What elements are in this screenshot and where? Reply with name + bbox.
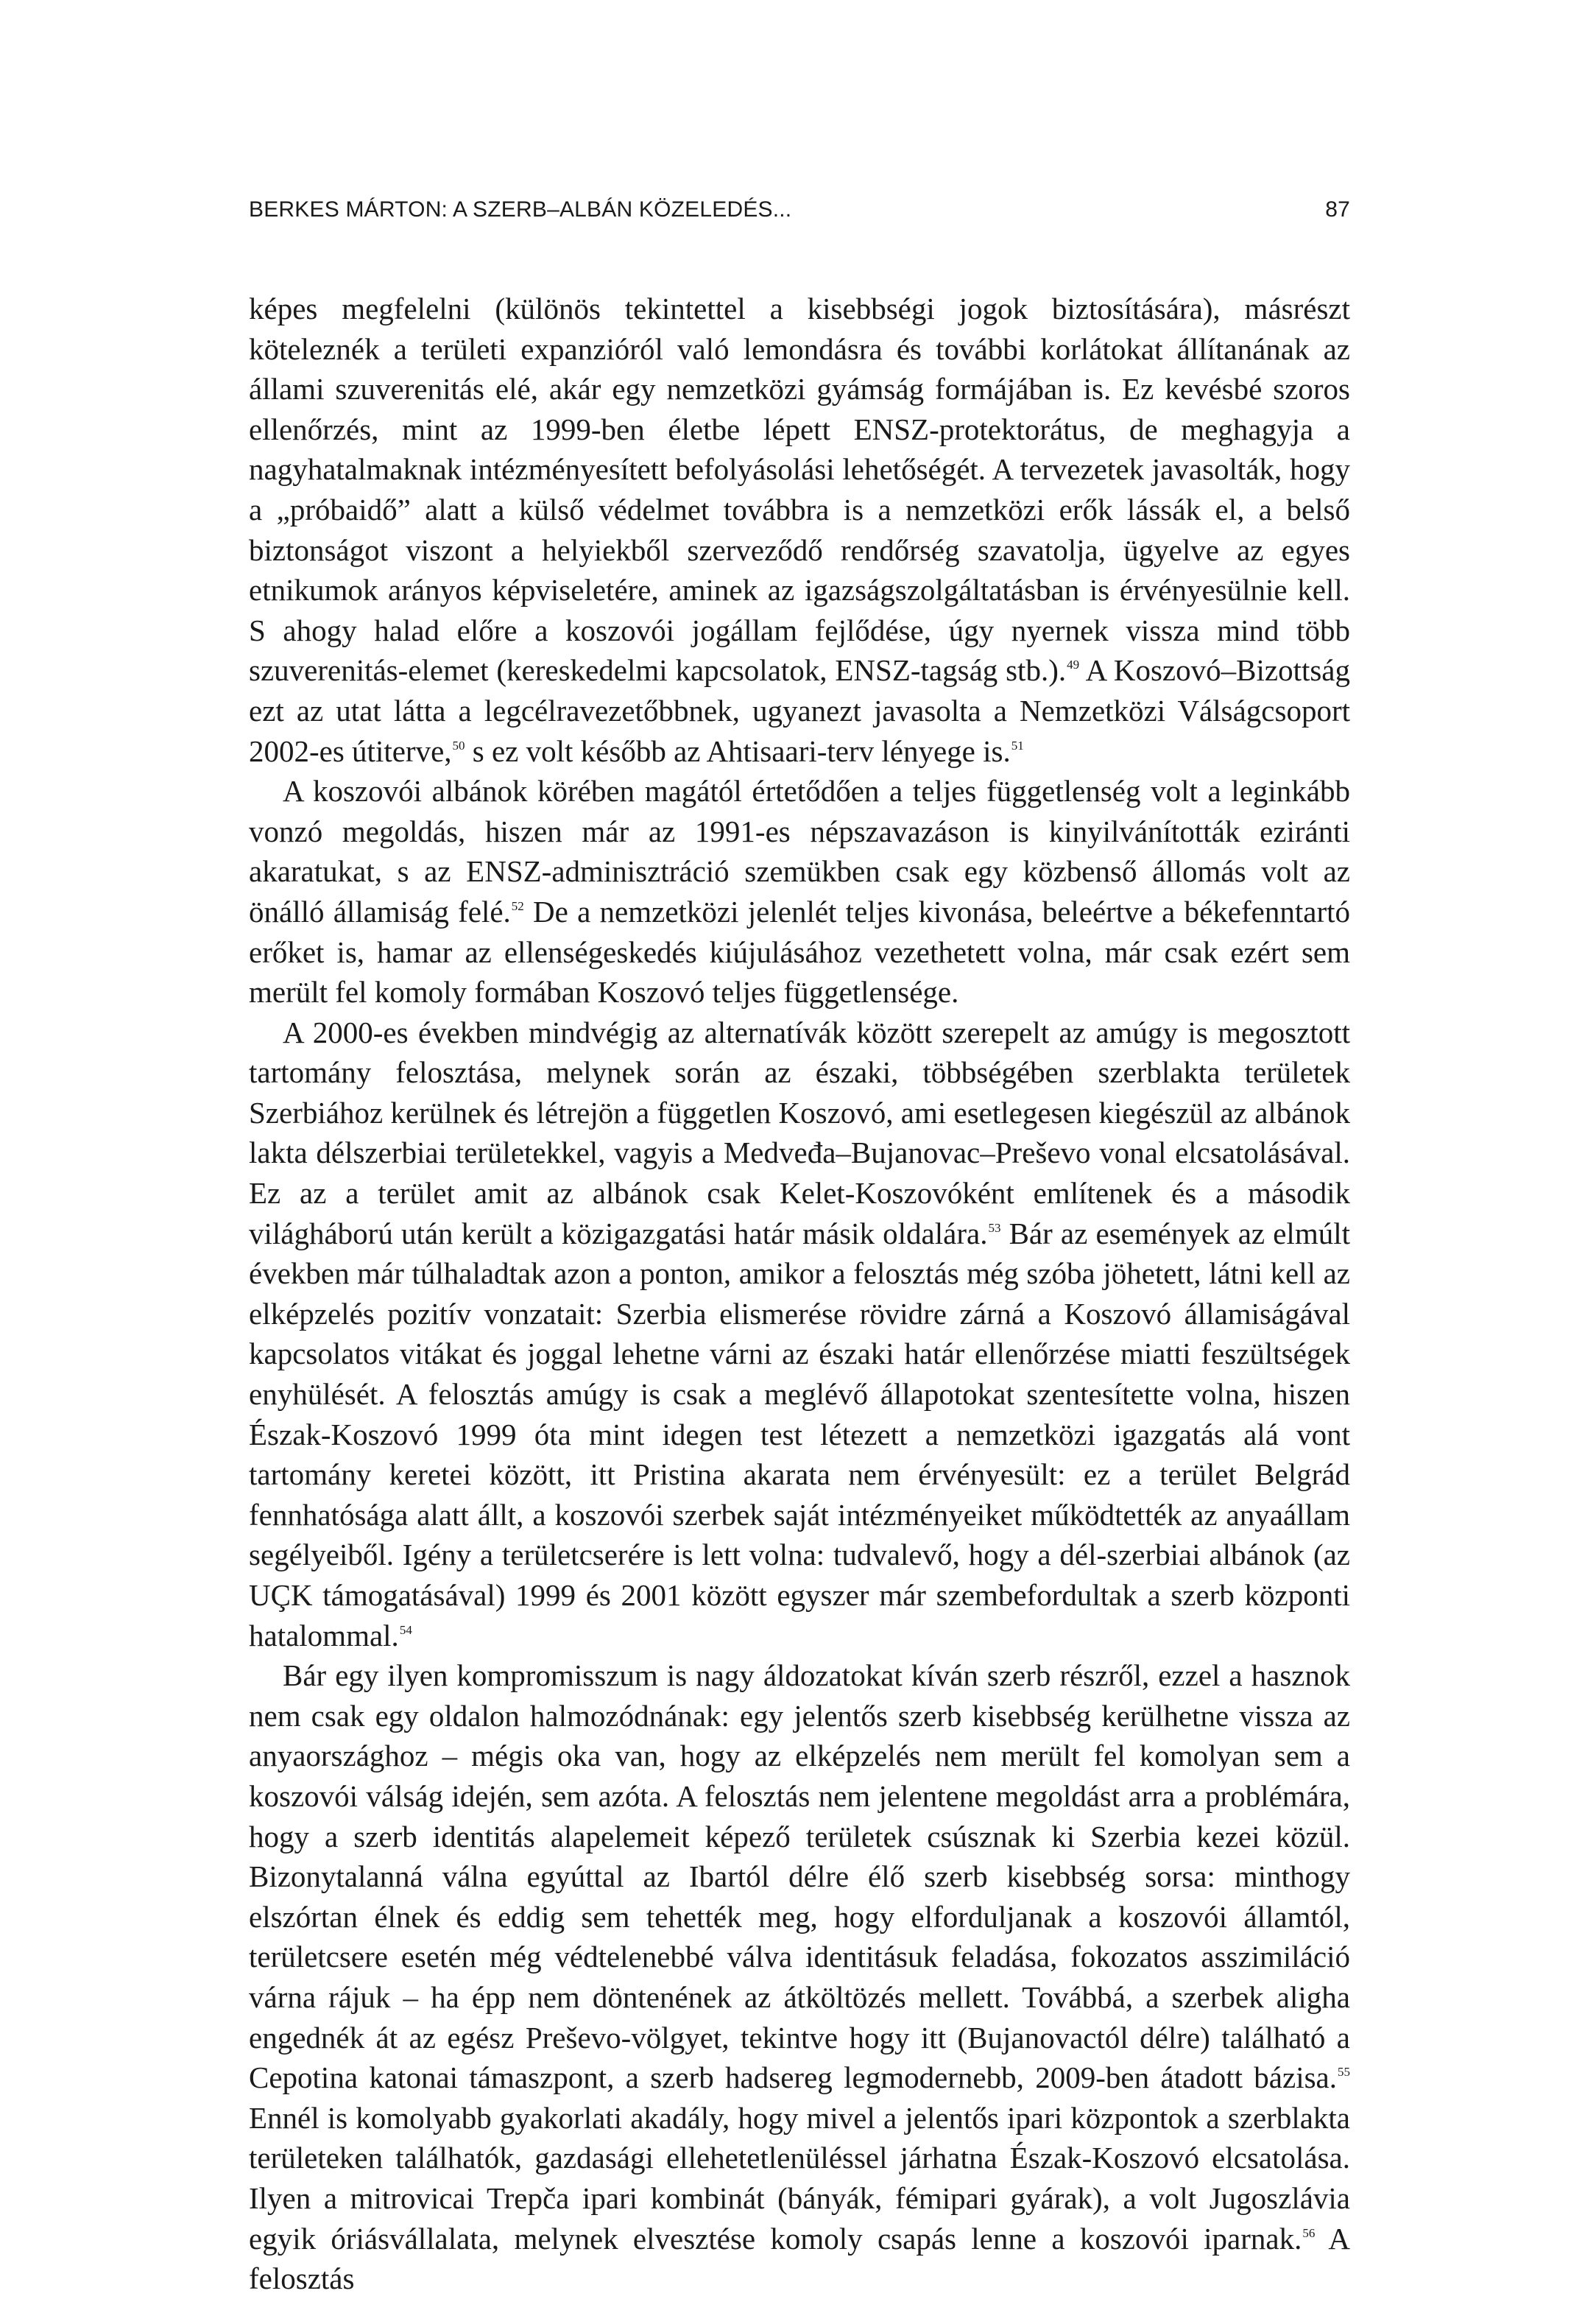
footnote-reference: 50: [452, 738, 465, 753]
footnote-reference: 52: [511, 898, 524, 913]
paragraph-text: képes megfelelni (különös tekintettel a kisebbségi jogok biztosítására), másrészt köteleznék a területi expanzióról való lemondásra és további korlátokat állítanának az állami szuverenitás elé, akár egy nemzetközi gyámság formájában is. Ez kevésbé szoros ellenőrzés, mint az 1999-ben életbe lépett ENSZ-protektorátus, de meghagyja a nagyhatalmaknak intézményesített befolyásolási lehetőségét. A tervezetek javasolták, hogy a „próbaidő” alatt a külső védelmet továbbra is a nemzetközi erők lássák el, a belső biztonságot viszont a helyiekből szerveződő rendőrség szavatolja, ügyelve az egyes etnikumok arányos képviseletére, aminek az igazságszolgáltatásban is érvényesülnie kell. S ahogy halad előre a koszovói jogállam fejlődése, úgy nyernek vissza mind több szuverenitás-elemet (kereskedelmi kapcsolatok, ENSZ-tagság stb.).: [249, 292, 1350, 688]
body-text: [249, 289, 1350, 2299]
footnote-reference: 56: [1302, 2225, 1316, 2240]
paragraph-text: A felosztás: [249, 2221, 1350, 2296]
paragraph-text: De a nemzetközi jelenlét teljes kivonása, beleértve a békefenntartó erőket is, hamar az ellenségeskedés kiújulásához vezethetett volna, már csak ezért sem merült fel komoly formában Koszovó teljes függetlensége.: [249, 894, 1350, 1010]
paragraph-text: A koszovói albánok körében magától értetődően a teljes függetlenség volt a leginkább vonzó megoldás, hiszen már az 1991-es népszavazáson is kinyilvánították eziránti akaratukat, s az ENSZ-adminisztráció szemükben csak egy közbenső állomás volt az önálló államiság felé.: [249, 774, 1350, 929]
page-number: 87: [1325, 197, 1350, 222]
paragraph: [249, 289, 1350, 771]
paragraph-text: s ez volt később az Ahtisaari-terv lényege is.: [465, 733, 1011, 768]
paragraph-text: Bár egy ilyen kompromisszum is nagy áldozatokat kíván szerb részről, ezzel a hasznok nem csak egy oldalon halmozódnának: egy jelentős szerb kisebbség kerülhetne vissza az anyaországhoz – mégis oka van, hogy az elképzelés nem merült fel komolyan sem a koszovói válság idején, sem azóta. A felosztás nem jelentene megoldást arra a problémára, hogy a szerb identitás alapelemeit képező területek csúsznak ki Szerbia kezei közül. Bizonytalanná válna egyúttal az Ibartól délre élő szerb kisebbség sorsa: minthogy elszórtan élnek és eddig sem tehették meg, hogy elforduljanak a koszovói államtól, területcsere esetén még védtelenebbé válva identitásuk feladása, fokozatos asszimiláció várna rájuk – ha épp nem döntenének az átköltözés mellett. Továbbá, a szerbek aligha engednék át az egész Preševo-völgyet, tekintve hogy itt (Bujanovactól délre) található a Cepotina katonai támaszpont, a szerb hadsereg legmodernebb, 2009-ben átadott bázisa.: [249, 1658, 1350, 2095]
footnote-reference: 49: [1067, 658, 1080, 672]
paragraph: [249, 1655, 1350, 2299]
running-title: BERKES MÁRTON: A SZERB–ALBÁN KÖZELEDÉS...: [249, 197, 792, 222]
paragraph-text: A Koszovó–Bizottság ezt az utat látta a legcélravezetőbbnek, ugyanezt javasolta a Nemzetközi Válságcsoport 2002-es útiterve,: [249, 653, 1350, 768]
paragraph-text: A 2000-es években mindvégig az alternatívák között szerepelt az amúgy is megosztott tartomány felosztása, melynek során az északi, többségében szerblakta területek Szerbiához kerülnek és létrejön a független Koszovó, ami esetlegesen kiegészül az albánok lakta délszerbiai területekkel, vagyis a Medveđa–Bujanovac–Preševo vonal elcsatolásával. Ez az a terület amit az albánok csak Kelet-Koszovóként említenek és a második világháború után került a közigazgatási határ másik oldalára.: [249, 1015, 1350, 1250]
footnote-reference: 55: [1338, 2065, 1350, 2080]
running-header: [249, 197, 1350, 233]
footnote-reference: 54: [399, 1622, 412, 1637]
paragraph: [249, 1013, 1350, 1656]
footnote-reference: 51: [1011, 738, 1024, 753]
paragraph-text: Ennél is komolyabb gyakorlati akadály, hogy mivel a jelentős ipari központok a szerblakta területeken találhatók, gazdasági ellehetetlenüléssel járhatna Észak-Koszovó elcsatolása. Ilyen a mitrovicai Trepča ipari kombinát (bányák, fémipari gyárak), a volt Jugoszlávia egyik óriásvállalata, melynek elvesztése komoly csapás lenne a koszovói iparnak.: [249, 2100, 1350, 2256]
paragraph-text: Bár az események az elmúlt években már túlhaladtak azon a ponton, amikor a felosztás még szóba jöhetett, látni kell az elképzelés pozitív vonzatait: Szerbia elismerése rövidre zárná a Koszovó államiságával kapcsolatos vitákat és joggal lehetne várni az északi határ ellenőrzése miatti feszültségek enyhülését. A felosztás amúgy is csak a meglévő állapotokat szentesítette volna, hiszen Észak-Koszovó 1999 óta mint idegen test létezett a nemzetközi igazgatás alá vont tartomány keretei között, itt Pristina akarata nem érvényesült: ez a terület Belgrád fennhatósága alatt állt, a koszovói szerbek saját intézményeiket működtették az anyaállam segélyeiből. Igény a területcserére is lett volna: tudvalevő, hogy a dél-szerbiai albánok (az UÇK támogatásával) 1999 és 2001 között egyszer már szembefordultak a szerb központi hatalommal.: [249, 1216, 1350, 1652]
paragraph: [249, 771, 1350, 1013]
footnote-reference: 53: [988, 1220, 1001, 1235]
